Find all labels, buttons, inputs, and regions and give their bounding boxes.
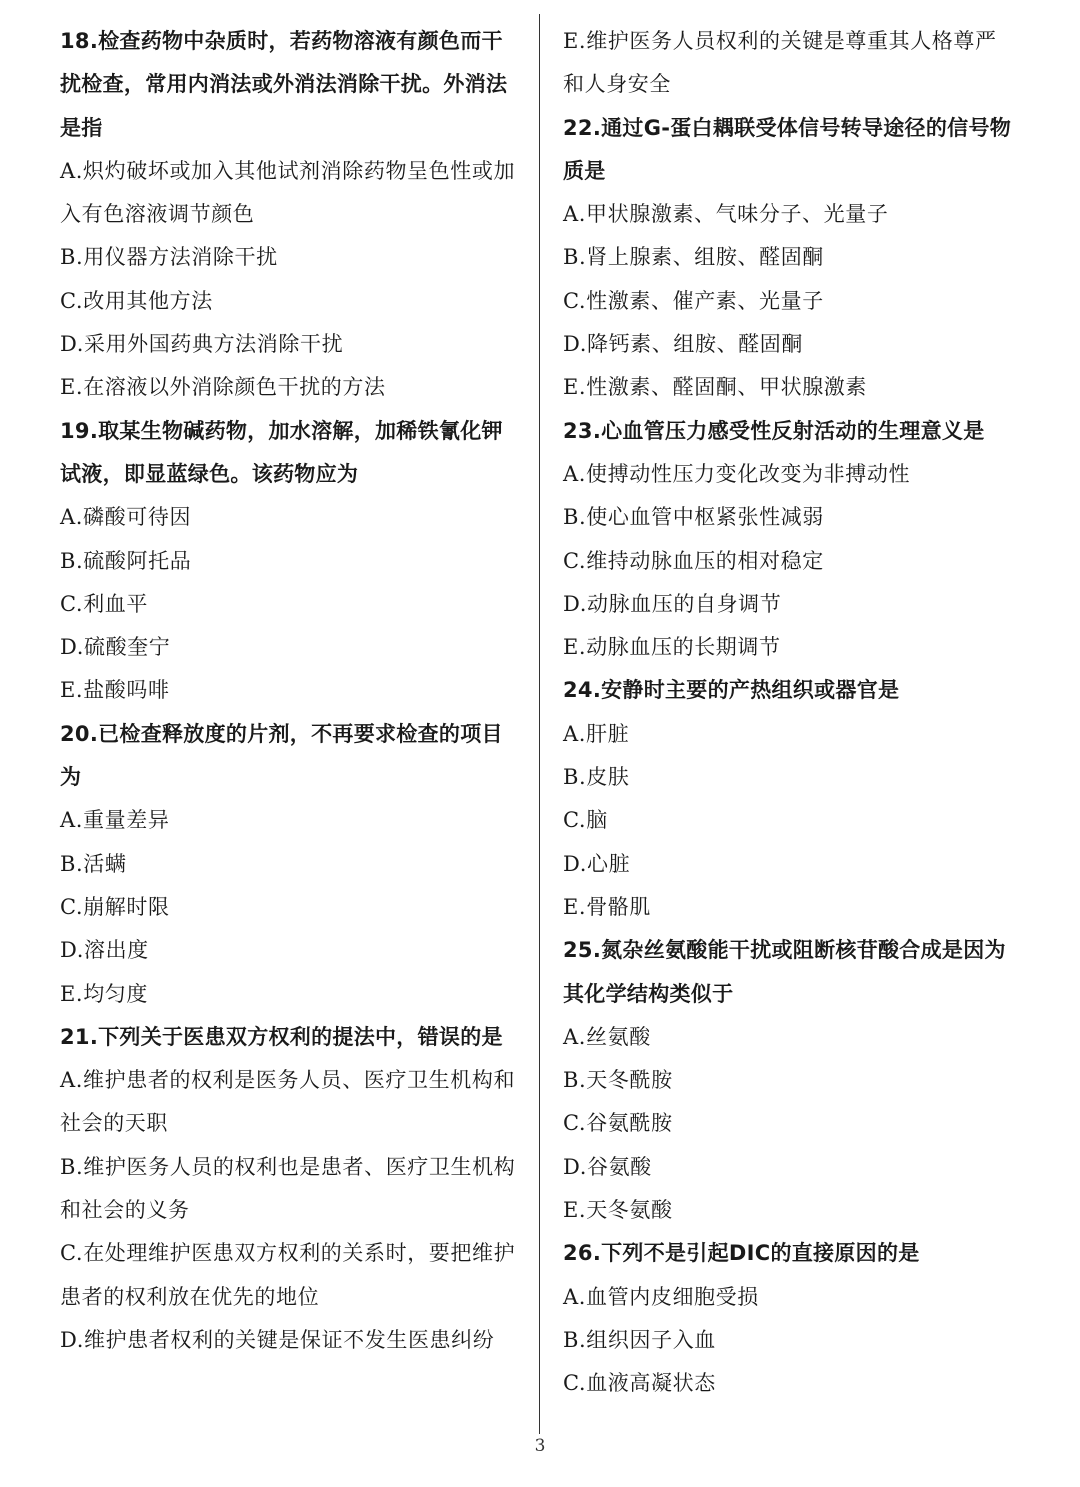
page-number: 3 [534, 1436, 546, 1456]
answer-option: E.盐酸吗啡 [60, 678, 170, 703]
answer-option: A.甲状腺激素、气味分子、光量子 [563, 202, 889, 227]
question-stem: 20.已检查释放度的片剂，不再要求检查的项目为 [60, 721, 503, 790]
answer-option: B.天冬酰胺 [563, 1068, 673, 1093]
answer-option: B.组织因子入血 [563, 1327, 716, 1352]
answer-option: D.采用外国药典方法消除干扰 [60, 332, 344, 357]
answer-option: B.活螨 [60, 851, 127, 876]
question-stem: 24.安静时主要的产热组织或器官是 [563, 678, 900, 703]
answer-option: C.改用其他方法 [60, 288, 213, 313]
answer-option: D.谷氨酸 [563, 1154, 652, 1179]
question-stem: 18.检查药物中杂质时，若药物溶液有颜色而干扰检查，常用内消法或外消法消除干扰。外消法是指 [60, 29, 508, 140]
answer-option: B.硫酸阿托品 [60, 548, 192, 573]
answer-option: A.肝脏 [563, 721, 630, 746]
answer-option: C.血液高凝状态 [563, 1371, 716, 1396]
column-divider [539, 14, 540, 1434]
answer-option: A.维护患者的权利是医务人员、医疗卫生机构和社会的天职 [60, 1068, 516, 1136]
answer-option: D.动脉血压的自身调节 [563, 591, 782, 616]
right-column [563, 20, 1013, 1406]
answer-option: A.重量差异 [60, 808, 170, 833]
answer-option: E.维护医务人员权利的关键是尊重其人格尊严和人身安全 [563, 29, 997, 97]
answer-option: C.利血平 [60, 591, 148, 616]
question-stem: 21.下列关于医患双方权利的提法中，错误的是 [60, 1024, 503, 1049]
question-stem: 22.通过G-蛋白耦联受体信号转导途径的信号物质是 [563, 115, 1012, 183]
answer-option: E.动脉血压的长期调节 [563, 635, 781, 660]
answer-option: C.谷氨酰胺 [563, 1111, 673, 1136]
answer-option: A.丝氨酸 [563, 1024, 651, 1049]
answer-option: C.崩解时限 [60, 894, 170, 919]
question-stem: 19.取某生物碱药物，加水溶解，加稀铁氰化钾试液，即显蓝绿色。该药物应为 [60, 418, 503, 486]
answer-option: A.磷酸可待因 [60, 505, 192, 530]
answer-option: A.血管内皮细胞受损 [563, 1284, 759, 1309]
answer-option: A.使搏动性压力变化改变为非搏动性 [563, 461, 911, 486]
question-stem: 25.氮杂丝氨酸能干扰或阻断核苷酸合成是因为其化学结构类似于 [563, 938, 1006, 1006]
answer-option: D.溶出度 [60, 938, 149, 963]
answer-option: B.皮肤 [563, 765, 630, 790]
answer-option: E.在溶液以外消除颜色干扰的方法 [60, 375, 386, 400]
question-stem: 26.下列不是引起DIC的直接原因的是 [563, 1241, 920, 1266]
answer-option: B.用仪器方法消除干扰 [60, 245, 278, 270]
answer-option: C.性激素、催产素、光量子 [563, 288, 824, 313]
answer-option: C.在处理维护医患双方权利的关系时，要把维护患者的权利放在优先的地位 [60, 1241, 516, 1309]
answer-option: E.骨骼肌 [563, 894, 652, 919]
answer-option: C.脑 [563, 808, 608, 833]
answer-option: D.降钙素、组胺、醛固酮 [563, 332, 803, 357]
answer-option: B.肾上腺素、组胺、醛固酮 [563, 245, 824, 270]
answer-option: E.均匀度 [60, 981, 149, 1006]
answer-option: E.天冬氨酸 [563, 1198, 673, 1223]
left-column [60, 20, 522, 1362]
answer-option: B.维护医务人员的权利也是患者、医疗卫生机构和社会的义务 [60, 1154, 516, 1223]
answer-option: D.维护患者权利的关键是保证不发生医患纠纷 [60, 1327, 495, 1352]
answer-option: E.性激素、醛固酮、甲状腺激素 [563, 375, 868, 400]
answer-option: B.使心血管中枢紧张性减弱 [563, 505, 824, 530]
answer-option: A.炽灼破坏或加入其他试剂消除药物呈色性或加入有色溶液调节颜色 [60, 158, 516, 227]
question-stem: 23.心血管压力感受性反射活动的生理意义是 [563, 418, 985, 443]
answer-option: C.维持动脉血压的相对稳定 [563, 548, 824, 573]
answer-option: D.硫酸奎宁 [60, 635, 171, 660]
answer-option: D.心脏 [563, 851, 631, 876]
